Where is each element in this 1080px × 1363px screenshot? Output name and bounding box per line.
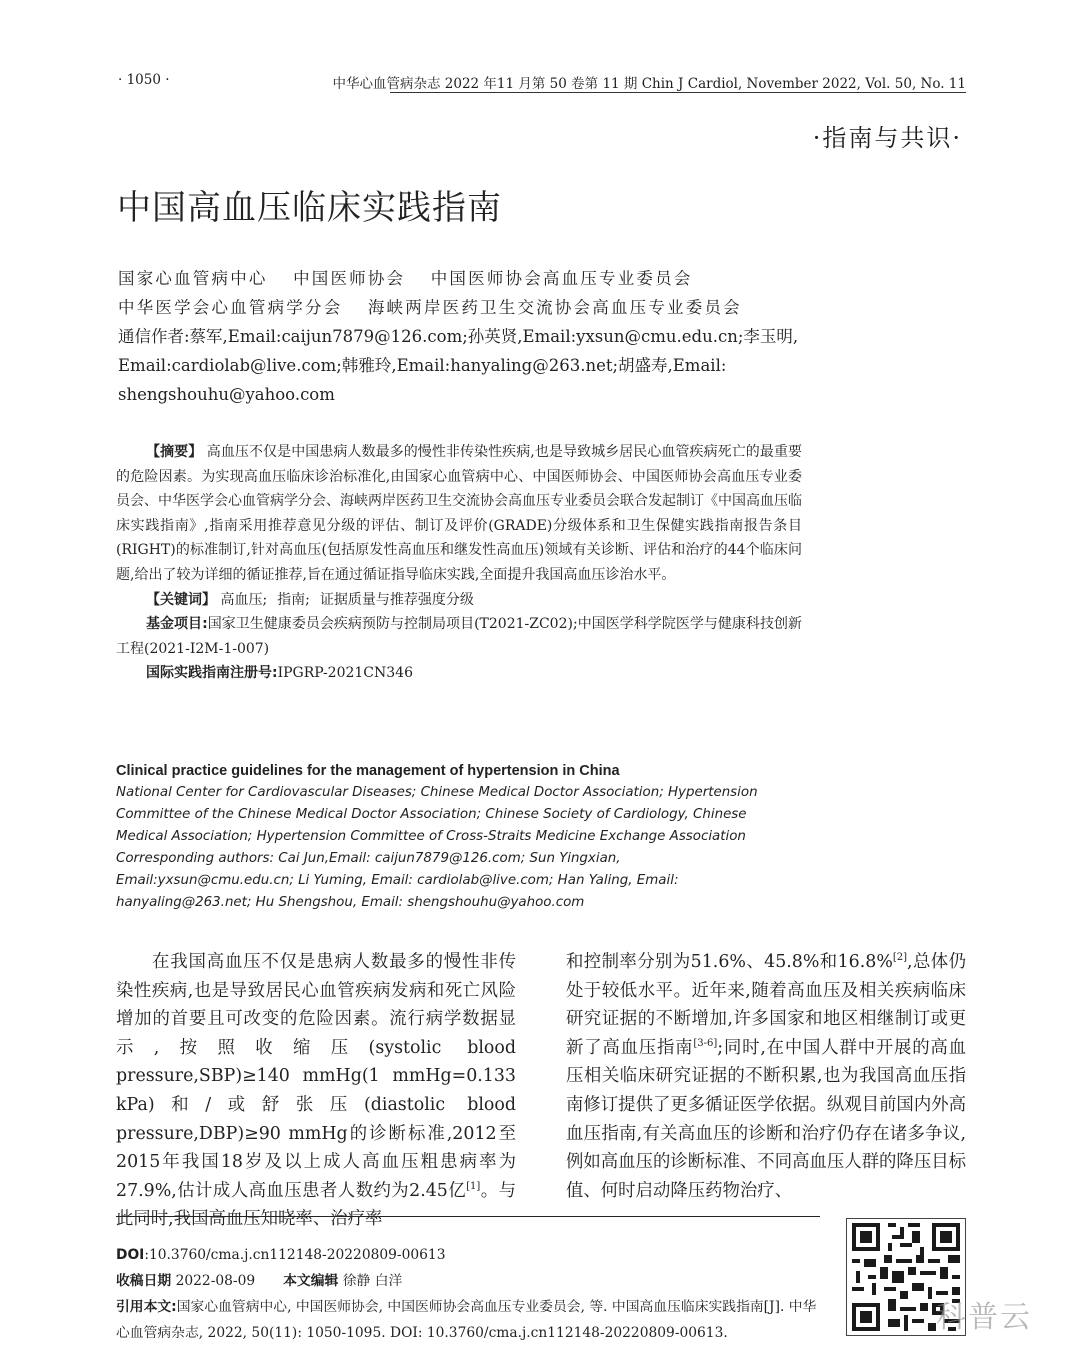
editor-label: 本文编辑 [283,1273,339,1289]
article-title: 中国高血压临床实践指南 [117,188,502,228]
english-title: Clinical practice guidelines for the management of hypertension in China [116,763,620,779]
editor-names: 徐静 白洋 [342,1273,403,1289]
corresponding-line-2: Email:cardiolab@live.com;韩雅玲,Email:hanyaling@263.net;胡盛寿,Email: [118,356,727,375]
org-line-1 [118,264,818,293]
org-name: 中国医师协会 [293,269,406,288]
reference-marker[interactable]: [3-6] [693,1037,718,1049]
body-column-right [566,948,966,1205]
citation-line [116,1294,830,1346]
watermark-text: 科普云 [936,1300,1032,1335]
keywords-label: 【关键词】 [146,591,216,608]
author-block [118,264,818,409]
body-paragraph: 和控制率分别为51.6%、45.8%和16.8%[2],总体仍处于较低水平。近年来,随着高血压及相关疾病临床研究证据的不断增加,许多国家和地区相继制订或更新了高血压指南[3-6];同时,在中国人群中开展的高血压相关临床研究证据的不断积累,也为我国高血压指南修订提供了更多循证医学依据。纵观目前国内外高血压指南,有关高血压的诊断和治疗仍存在诸多争议,例如高血压的诊断标准、不同高血压人群的降压目标值、何时启动降压药物治疗、 [566,952,966,1201]
body-column-left [116,948,516,1234]
org-name: 中华医学会心血管病学分会 [118,298,343,317]
keyword: 高血压; [220,591,268,608]
org-name: 海峡两岸医药卫生交流协会高血压专业委员会 [367,298,742,317]
registration-paragraph [116,661,802,686]
body-paragraph: 在我国高血压不仅是患病人数最多的慢性非传染性疾病,也是导致居民心血管疾病发病和死亡风险增加的首要且可改变的危险因素。流行病学数据显示,按照收缩压(systolic blood pressure,SBP)≥140 mmHg(1 mmHg=0.133 kPa)和/或舒张压(diastolic blood pressure,DBP)≥90 mmHg的诊断标准,2012至2015年我国18岁及以上成人高血压粗患病率为27.9%,估计成人高血压患者人数约为2.45亿[1]。与此同时,我国高血压知晓率、治疗率 [116,952,516,1230]
org-name: 国家心血管病中心 [118,269,268,288]
registration-label: 国际实践指南注册号: [146,665,278,682]
doi-label: DOI [116,1247,145,1263]
doi-line [116,1242,830,1268]
keyword: 指南; [277,591,310,608]
header-rule [390,92,966,93]
org-line-2 [118,293,818,322]
corresponding-line-1: 通信作者:蔡军,Email:caijun7879@126.com;孙英贤,Email:yxsun@cmu.edu.cn;李玉明, [118,327,799,346]
journal-citation: 中华心血管病杂志 2022 年11 月第 50 卷第 11 期 Chin J Cardiol, November 2022, Vol. 50, No. 11 [332,76,966,92]
registration-number: IPGRP-2021CN346 [277,665,413,682]
received-line [116,1268,830,1294]
fund-paragraph [116,612,802,661]
english-corresponding: Corresponding authors: Cai Jun,Email: caijun7879@126.com; Sun Yingxian, Email:yxsun@cmu.edu.cn; Li Yuming, Email: cardiolab@live.com; Han Yaling, Email: hanyaling@263.net; Hu Shengshou, Email: shengshouhu@yahoo.com [116,851,679,910]
abstract-label: 【摘要】 [146,444,203,460]
page-number: · 1050 · [118,72,170,88]
corresponding-line-3: shengshouhu@yahoo.com [118,385,335,404]
abstract-text: 高血压不仅是中国患病人数最多的慢性非传染性疾病,也是导致城乡居民心血管疾病死亡的最重要的危险因素。为实现高血压临床诊治标准化,由国家心血管病中心、中国医师协会、中国医师协会高血压专业委员会、中华医学会心血管病学分会、海峡两岸医药卫生交流协会高血压专业委员会联合发起制订《中国高血压临床实践指南》,指南采用推荐意见分级的评估、制订及评价(GRADE)分级体系和卫生保健实践指南报告条目(RIGHT)的标准制订,针对高血压(包括原发性高血压和继发性高血压)领域有关诊断、评估和治疗的44个临床问题,给出了较为详细的循证推荐,旨在通过循证指导临床实践,全面提升我国高血压诊治水平。 [116,444,803,583]
footnote-block [116,1242,830,1346]
reference-marker[interactable]: [1] [466,1180,481,1192]
running-head [118,72,966,92]
keyword: 证据质量与推荐强度分级 [319,591,474,608]
received-date: 2022-08-09 [175,1273,256,1289]
fund-label: 基金项目: [146,616,208,633]
footnote-rule [116,1216,820,1217]
keywords-paragraph [116,588,802,613]
doi-value[interactable]: :10.3760/cma.j.cn112148-20220809-00613 [144,1247,446,1263]
org-name: 中国医师协会高血压专业委员会 [430,269,693,288]
citation-label: 引用本文: [116,1299,177,1315]
section-tag: ·指南与共识· [812,124,962,152]
citation-text: 国家心血管病中心, 中国医师协会, 中国医师协会高血压专业委员会, 等. 中国高血压临床实践指南[J]. 中华心血管病杂志, 2022, 50(11): 1050-1095. DOI: 10.3760/cma.j.cn112148-20220809-00613. [116,1299,817,1341]
chinese-abstract [116,440,802,686]
received-label: 收稿日期 [116,1273,172,1289]
abstract-paragraph [116,440,802,588]
fund-text: 国家卫生健康委员会疾病预防与控制局项目(T2021-ZC02);中国医学科学院医学与健康科技创新工程(2021-I2M-1-007) [116,616,802,657]
reference-marker[interactable]: [2] [892,952,908,964]
english-orgs: National Center for Cardiovascular Diseases; Chinese Medical Doctor Association; Hypertension Committee of the Chinese Medical Doctor Association; Chinese Society of Cardiology, Chinese Medical Association; Hypertension Committee of Cross-Straits Medicine Exchange Association [116,785,758,844]
english-abstract [116,760,800,914]
